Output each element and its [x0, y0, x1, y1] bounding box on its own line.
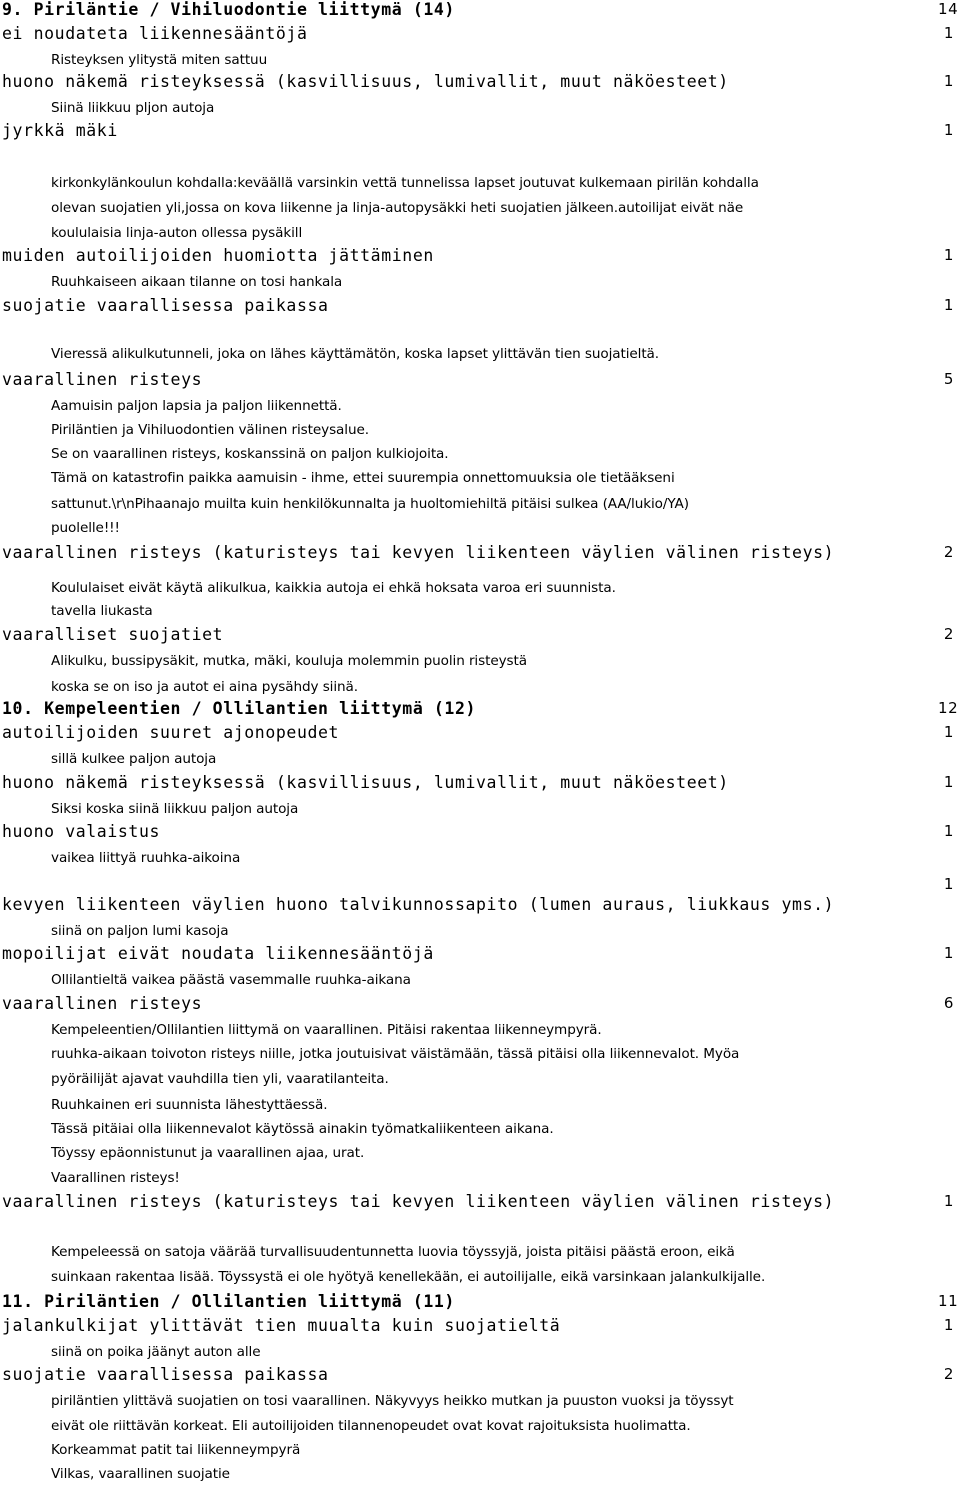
category-count: 1 [943, 1192, 954, 1210]
comment-line: koululaisia linja-auton ollessa pysäkill [51, 225, 303, 241]
category-count: 1 [943, 296, 954, 314]
category-row: vaarallinen risteys 6 [2, 994, 954, 1013]
category-row: jalankulkijat ylittävät tien muualta kuin suojatieltä 1 [2, 1316, 954, 1335]
category-count: 2 [943, 1365, 954, 1383]
comment-line: kirkonkylänkoulun kohdalla:keväällä varsinkin vettä tunnelissa lapset joutuvat kulkemaan pirilän kohdalla [51, 175, 759, 191]
comment-line: Siksi koska siinä liikkuu paljon autoja [51, 801, 299, 817]
category-count: 6 [943, 994, 954, 1012]
category-count: 1 [943, 723, 954, 741]
category-row: ei noudateta liikennesääntöjä 1 [2, 24, 954, 43]
comment-line: sattunut.\r\nPihaanajo muilta kuin henkilökunnalta ja huoltomiehiltä pitäisi sulkea (AA/lukio/YA) [51, 496, 689, 512]
comment-line: Alikulku, bussipysäkit, mutka, mäki, kouluja molemmin puolin risteystä [51, 653, 527, 669]
comment-line: Koululaiset eivät käytä alikulkua, kaikkia autoja ei ehkä hoksata varoa eri suunnista. [51, 580, 616, 596]
comment-line: Siinä liikkuu pljon autoja [51, 100, 215, 116]
comment-line: Se on vaarallinen risteys, koskanssinä on paljon kulkiojoita. [51, 446, 449, 462]
comment-line: suinkaan rakentaa lisää. Töyssystä ei ole hyötyä kenellekään, ei autoilijalle, eikä varsinkaan jalankulkijalle. [51, 1269, 766, 1285]
category-row: suojatie vaarallisessa paikassa 2 [2, 1365, 954, 1384]
comment-line: Ollilantieltä vaikea päästä vasemmalle ruuhka-aikana [51, 972, 411, 988]
comment-line: Vaarallinen risteys! [51, 1170, 180, 1186]
comment-line: Tässä pitäiai olla liikennevalot käytössä ainakin työmatkaliikenteen aikana. [51, 1121, 554, 1137]
comment-line: eivät ole riittävän korkeat. Eli autoilijoiden tilannenopeudet ovat kovat rajoituksista huolimatta. [51, 1418, 691, 1434]
category-count: 1 [943, 121, 954, 139]
comment-line: ruuhka-aikaan toivoton risteys niille, jotka joutuisivat väistämään, tässä pitäisi olla liikennevalot. Myöa [51, 1046, 740, 1062]
category-count: 5 [943, 370, 954, 388]
comment-line: Kempeleessä on satoja väärää turvallisuudentunnetta luovia töyssyjä, joista pitäisi päästä eroon, eikä [51, 1244, 735, 1260]
category-count: 1 [943, 72, 954, 90]
section-heading: 10. Kempeleentien / Ollilantien liittymä (12) 12 [2, 699, 959, 718]
comment-line: Vilkas, vaarallinen suojatie [51, 1466, 230, 1482]
category-row: autoilijoiden suuret ajonopeudet 1 [2, 723, 954, 742]
category-count: 1 [943, 1316, 954, 1334]
comment-line: puolelle!!! [51, 520, 120, 536]
section-heading: 11. Piriläntien / Ollilantien liittymä (11) 11 [2, 1292, 959, 1311]
comment-line: koska se on iso ja autot ei aina pysähdy siinä. [51, 679, 358, 695]
comment-line: pyöräilijät ajavat vauhdilla tien yli, vaaratilanteita. [51, 1071, 389, 1087]
comment-line: Töyssy epäonnistunut ja vaarallinen ajaa, urat. [51, 1145, 365, 1161]
category-row: muiden autoilijoiden huomiotta jättäminen 1 [2, 246, 954, 265]
category-row: mopoilijat eivät noudata liikennesääntöjä 1 [2, 944, 954, 963]
comment-line: Korkeammat patit tai liikenneympyrä [51, 1442, 301, 1458]
category-count: 1 [943, 944, 954, 962]
comment-line: Risteyksen ylitystä miten sattuu [51, 52, 268, 68]
category-count: 2 [943, 625, 954, 643]
comment-line: Tämä on katastrofin paikka aamuisin - ihme, ettei suurempia onnettomuuksia ole tietääkseni [51, 470, 675, 486]
comment-line: piriläntien ylittävä suojatien on tosi vaarallinen. Näkyvyys heikko mutkan ja puuston vuoksi ja töyssyt [51, 1393, 734, 1409]
category-row: suojatie vaarallisessa paikassa 1 [2, 296, 954, 315]
category-row: kevyen liikenteen väylien huono talvikunnossapito (lumen auraus, liukkaus yms.) 1 [2, 875, 954, 914]
comment-line: Vieressä alikulkutunneli, joka on lähes käyttämätön, koska lapset ylittävän tien suojatieltä. [51, 346, 660, 362]
comment-line: siinä on poika jäänyt auton alle [51, 1344, 261, 1360]
comment-line: Kempeleentien/Ollilantien liittymä on vaarallinen. Pitäisi rakentaa liikenneympyrä. [51, 1022, 602, 1038]
comment-line: siinä on paljon lumi kasoja [51, 923, 229, 939]
category-row: huono näkemä risteyksessä (kasvillisuus, lumivallit, muut näköesteet) 1 [2, 72, 954, 91]
category-row: vaarallinen risteys (katuristeys tai kevyen liikenteen väylien välinen risteys) 1 [2, 1192, 954, 1211]
comment-line: Aamuisin paljon lapsia ja paljon liikennettä. [51, 398, 342, 414]
section-heading: 9. Piriläntie / Vihiluodontie liittymä (14) 14 [2, 0, 959, 19]
comment-line: Ruuhkaiseen aikaan tilanne on tosi hankala [51, 274, 343, 290]
category-row: huono valaistus 1 [2, 822, 954, 841]
comment-line: sillä kulkee paljon autoja [51, 751, 217, 767]
comment-line: Piriläntien ja Vihiluodontien välinen risteysalue. [51, 422, 369, 438]
category-count: 1 [943, 246, 954, 264]
section-count: 12 [938, 699, 959, 717]
section-count: 14 [938, 0, 959, 18]
comment-line: vaikea liittyä ruuhka-aikoina [51, 850, 241, 866]
comment-line: tavella liukasta [51, 603, 153, 619]
category-row: jyrkkä mäki 1 [2, 121, 954, 140]
category-count: 1 [943, 875, 954, 893]
comment-line: olevan suojatien yli,jossa on kova liikenne ja linja-autopysäkki heti suojatien jälkeen.autoilijat eivät näe [51, 200, 744, 216]
category-count: 2 [943, 543, 954, 561]
category-row: vaaralliset suojatiet 2 [2, 625, 954, 644]
comment-line: Ruuhkainen eri suunnista lähestyttäessä. [51, 1097, 328, 1113]
category-count: 1 [943, 822, 954, 840]
category-count: 1 [943, 24, 954, 42]
category-row: vaarallinen risteys (katuristeys tai kevyen liikenteen väylien välinen risteys) 2 [2, 543, 954, 562]
category-count: 1 [943, 773, 954, 791]
section-count: 11 [938, 1292, 959, 1310]
category-row: vaarallinen risteys 5 [2, 370, 954, 389]
category-row: huono näkemä risteyksessä (kasvillisuus, lumivallit, muut näköesteet) 1 [2, 773, 954, 792]
